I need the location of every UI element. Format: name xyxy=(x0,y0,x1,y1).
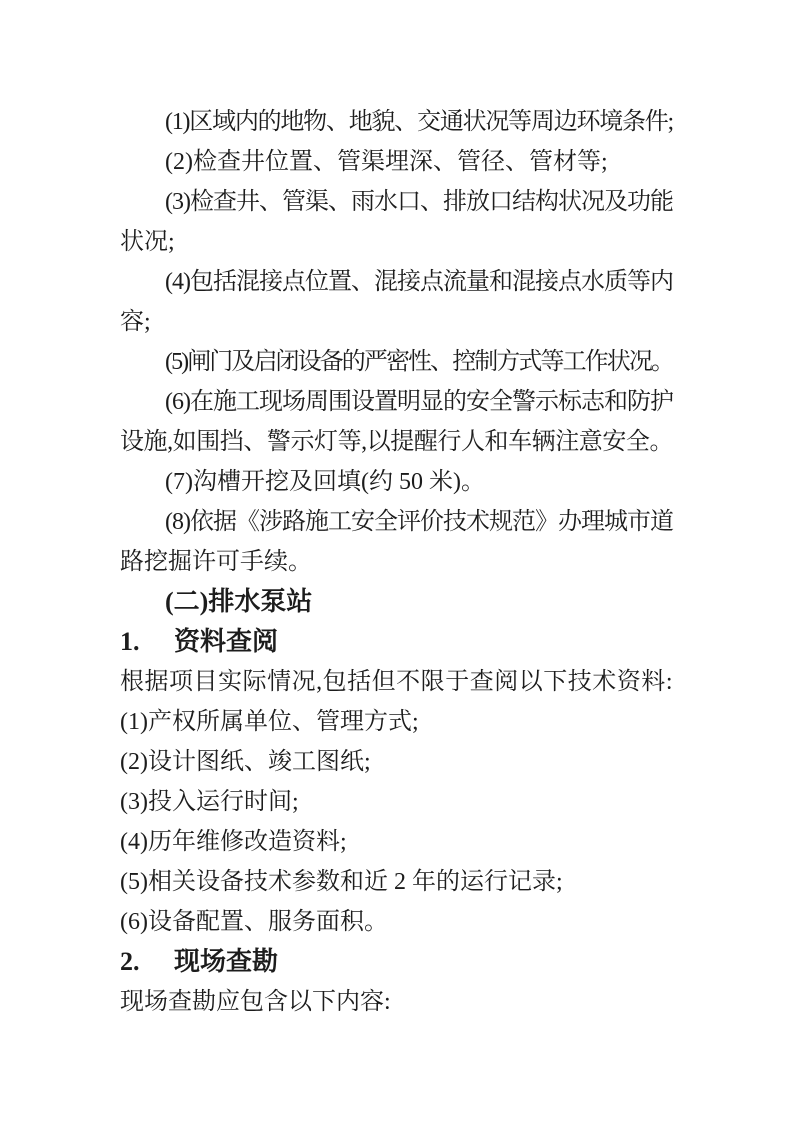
text-line xyxy=(120,182,673,222)
text-line xyxy=(120,542,673,582)
heading-line xyxy=(120,942,673,982)
text-line xyxy=(120,742,673,782)
line-text: 状况; xyxy=(120,229,175,255)
text-block xyxy=(120,102,673,1022)
line-text: (2)设计图纸、竣工图纸; xyxy=(120,749,371,775)
line-text: (1)产权所属单位、管理方式; xyxy=(120,709,419,735)
line-text: (6)在施工现场周围设置明显的安全警示标志和防护 xyxy=(165,389,673,415)
line-text: 路挖掘许可手续。 xyxy=(120,549,312,575)
heading-number: 2. xyxy=(120,947,140,976)
line-text: 现场查勘应包含以下内容: xyxy=(120,989,391,1015)
line-text: (7)沟槽开挖及回填(约 50 米)。 xyxy=(165,469,485,495)
text-line xyxy=(120,422,673,462)
text-line xyxy=(120,822,673,862)
line-text: (5)闸门及启闭设备的严密性、控制方式等工作状况。 xyxy=(165,349,673,375)
text-line xyxy=(120,262,673,302)
heading-title: 现场查勘 xyxy=(174,947,279,976)
text-line xyxy=(120,382,673,422)
heading-line xyxy=(120,622,673,662)
line-text: (1)区域内的地物、地貌、交通状况等周边环境条件; xyxy=(165,109,673,135)
text-line xyxy=(120,302,673,342)
text-line xyxy=(120,502,673,542)
text-line xyxy=(120,902,673,942)
text-line xyxy=(120,862,673,902)
line-text: 根据项目实际情况,包括但不限于查阅以下技术资料: xyxy=(120,669,673,695)
line-text: (4)历年维修改造资料; xyxy=(120,829,347,855)
line-text: (8)依据《涉路施工安全评价技术规范》办理城市道 xyxy=(165,509,673,535)
text-line xyxy=(120,782,673,822)
line-text: 设施,如围挡、警示灯等,以提醒行人和车辆注意安全。 xyxy=(120,429,673,455)
heading-line xyxy=(120,582,673,622)
line-text: 容; xyxy=(120,309,151,335)
text-line xyxy=(120,142,673,182)
line-text: (3)检查井、管渠、雨水口、排放口结构状况及功能 xyxy=(165,189,673,215)
text-line xyxy=(120,702,673,742)
line-text: (6)设备配置、服务面积。 xyxy=(120,909,388,935)
text-line xyxy=(120,982,673,1022)
heading-title: (二)排水泵站 xyxy=(165,587,313,616)
text-line xyxy=(120,342,673,382)
text-line xyxy=(120,662,673,702)
heading-title: 资料查阅 xyxy=(174,627,279,656)
line-text: (4)包括混接点位置、混接点流量和混接点水质等内 xyxy=(165,269,673,295)
line-text: (2)检查井位置、管渠埋深、管径、管材等; xyxy=(165,149,608,175)
heading-number: 1. xyxy=(120,627,140,656)
line-text: (5)相关设备技术参数和近 2 年的运行记录; xyxy=(120,869,563,895)
line-text: (3)投入运行时间; xyxy=(120,789,299,815)
text-line xyxy=(120,222,673,262)
text-line xyxy=(120,102,673,142)
text-line xyxy=(120,462,673,502)
